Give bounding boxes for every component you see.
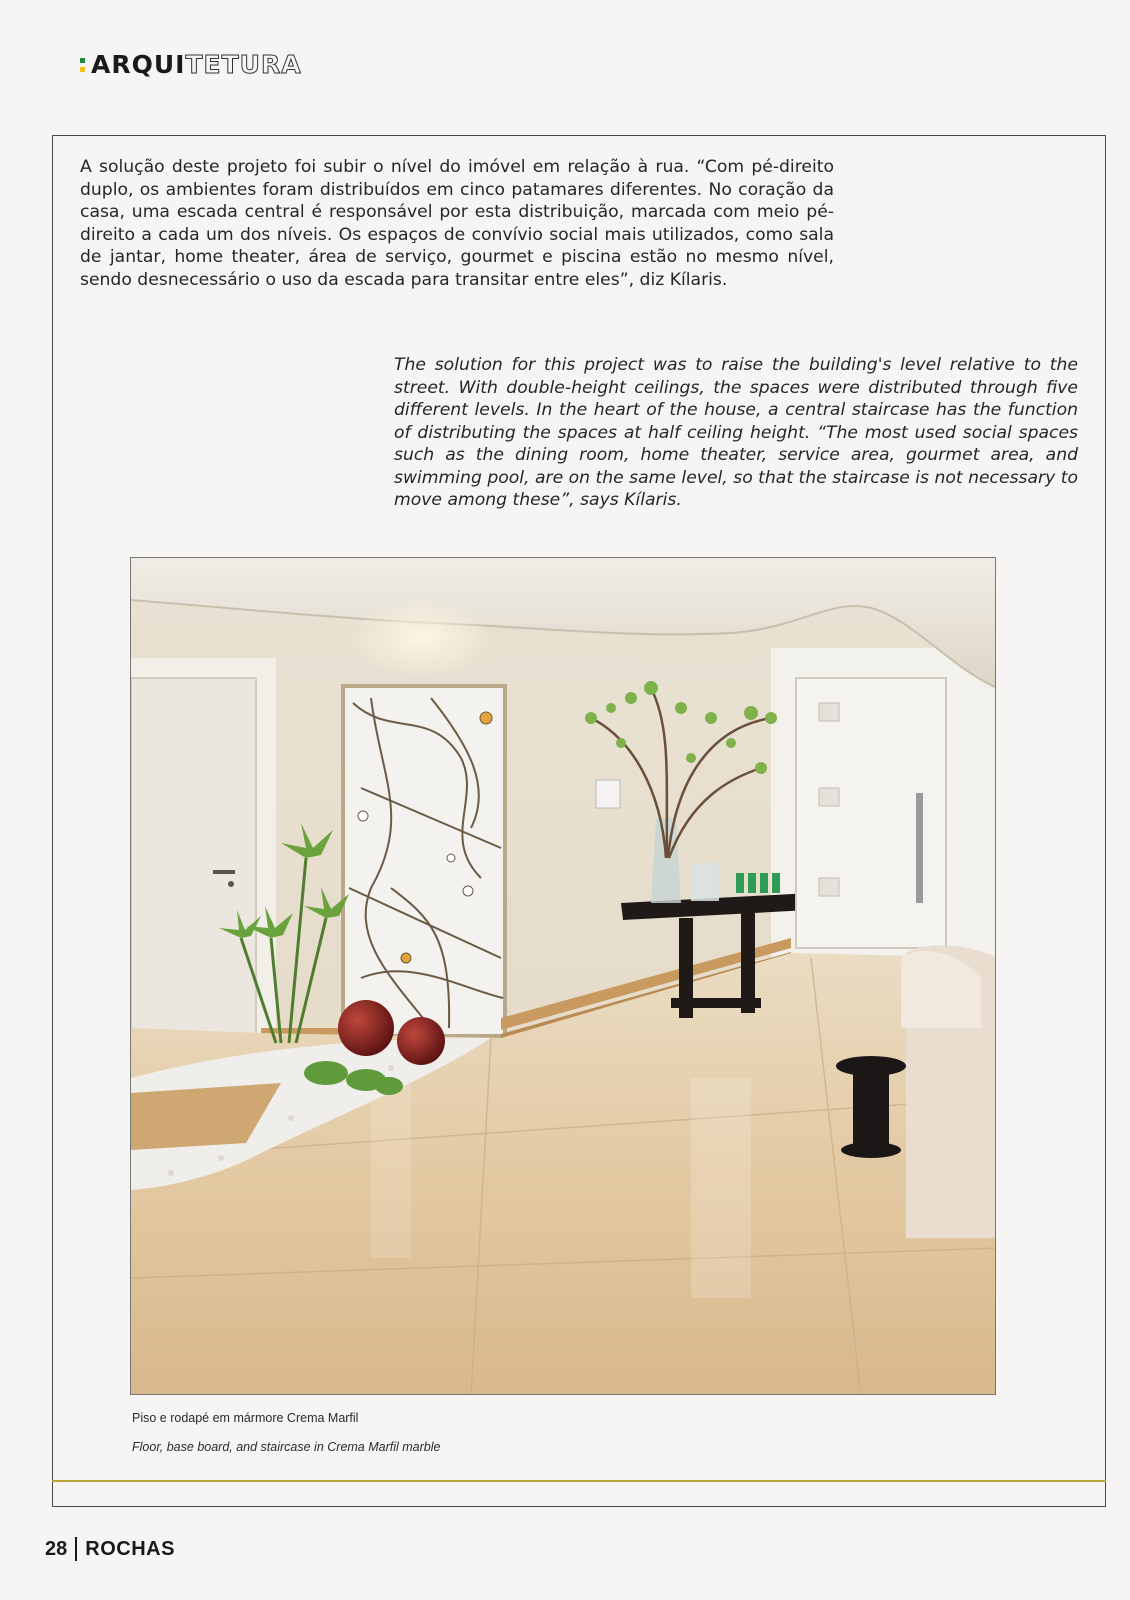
footer-divider (75, 1537, 77, 1561)
article-text-english: The solution for this project was to raise the building's level relative to the street. With double-height ceilings, the spaces were distributed through five different levels. In the heart of the house, a central staircase has the function of distributing the spaces at half ceiling height. “The most used social spaces such as the dining room, home theater, service area, gourmet area, and swimming pool, are on the same level, so that the staircase is not necessary to move among these”, says Kílaris. (394, 355, 1078, 510)
page-footer (45, 1537, 175, 1561)
interior-photo (130, 557, 996, 1395)
magazine-logo: ROCHAS (85, 1537, 175, 1560)
page-number: 28 (45, 1537, 68, 1560)
section-marker-icon (80, 58, 85, 72)
section-title-outline: TETURA (185, 50, 302, 79)
hallway-illustration (131, 558, 996, 1395)
section-header (80, 50, 302, 79)
section-title-bold: ARQUI (91, 50, 186, 79)
article-text-portuguese: A solução deste projeto foi subir o nível do imóvel em relação à rua. “Com pé-direito duplo, os ambientes foram distribuídos em cinco patamares diferentes. No coração da casa, uma escada central é responsável por esta distribuição, marcada com meio pé-direito a cada um dos níveis. Os espaços de convívio social mais utilizados, como sala de jantar, home theater, área de serviço, gourmet e piscina estão no mesmo nível, sendo desnecessário o uso da escada para transitar entre eles”, diz Kílaris. (80, 157, 834, 290)
photo-caption-english: Floor, base board, and staircase in Crema Marfil marble (132, 1440, 441, 1454)
photo-caption-portuguese: Piso e rodapé em mármore Crema Marfil (132, 1411, 359, 1425)
frame-divider (52, 1480, 1106, 1482)
